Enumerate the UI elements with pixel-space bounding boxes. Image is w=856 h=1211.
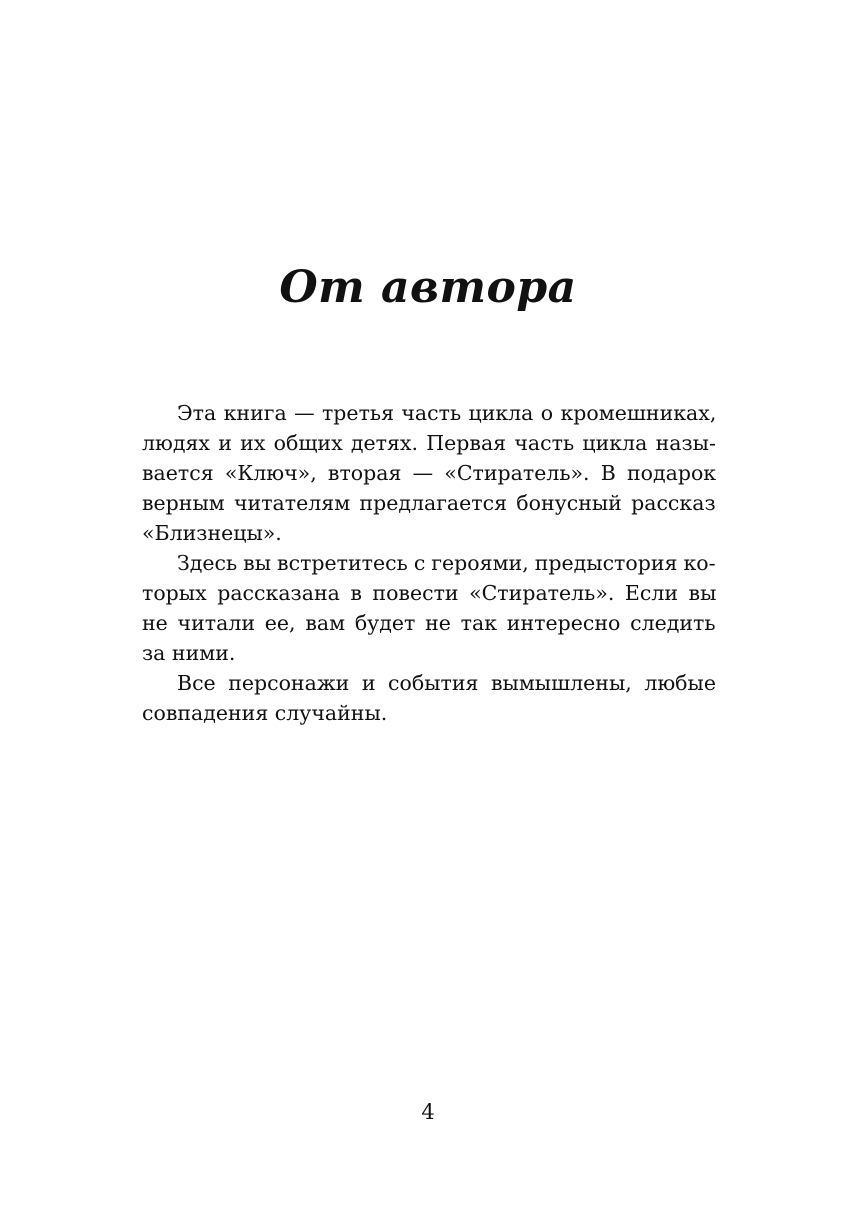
paragraph-1 bbox=[142, 398, 716, 548]
text-line: Эта книга — третья часть цикла о кромешниках, bbox=[177, 401, 717, 425]
text-line: совпадения случайны. bbox=[142, 701, 388, 725]
text-line: вается «Ключ», вторая — «Стиратель». В подарок bbox=[142, 461, 717, 485]
body-text bbox=[142, 398, 716, 728]
paragraph-2 bbox=[142, 548, 716, 668]
paragraph-3 bbox=[142, 668, 716, 728]
text-line: Все персонажи и события вымышлены, любые bbox=[177, 671, 716, 695]
text-line: «Близнецы». bbox=[142, 521, 282, 545]
page-title: От автора bbox=[279, 262, 577, 313]
text-line: не читали ее, вам будет не так интересно следить bbox=[142, 611, 716, 635]
text-line: за ними. bbox=[142, 641, 236, 665]
text-line: торых рассказана в повести «Стиратель». Если вы bbox=[142, 581, 717, 605]
page-number: 4 bbox=[421, 1100, 435, 1124]
text-line: верным читателям предлагается бонусный рассказ bbox=[142, 491, 716, 515]
text-line: Здесь вы встретитесь с героями, предыстория ко- bbox=[177, 551, 716, 575]
text-line: людях и их общих детях. Первая часть цикла назы- bbox=[142, 431, 716, 455]
